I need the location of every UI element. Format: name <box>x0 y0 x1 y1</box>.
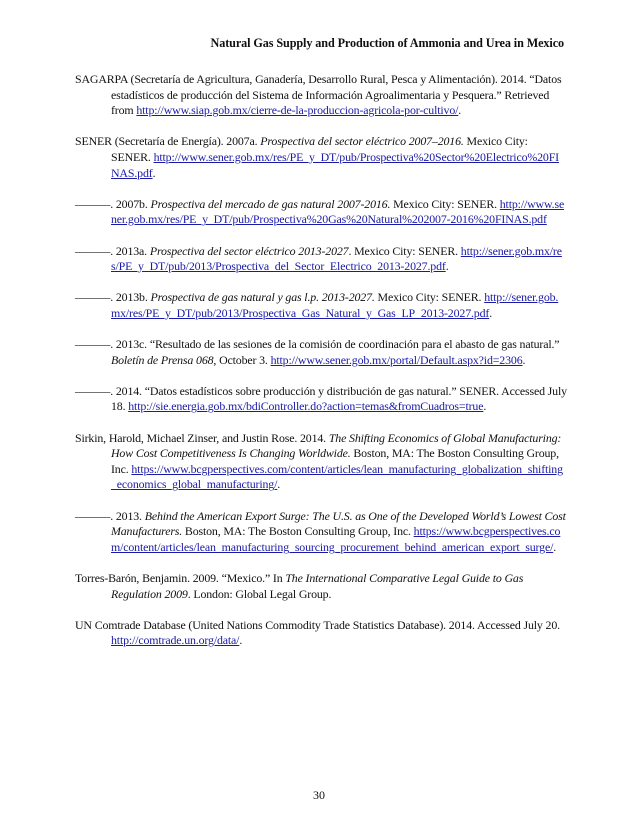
reference-text: . <box>445 259 449 274</box>
reference-link[interactable]: http://comtrade.un.org/data/ <box>111 633 240 648</box>
reference-link[interactable]: http://www.sener.gob.mx/res/PE_y_DT/pub/Prospectiva%20Gas%20Natural%202007-2016%20FINAS.pdf <box>111 196 565 227</box>
reference-text: SENER (Secretaría de Energía). 2007a. <box>75 134 261 149</box>
reference-entry <box>75 197 567 228</box>
reference-link[interactable]: https://www.bcgperspectives.com/content/articles/lean_manufacturing_sourcing_procurement_behind_american_export_surge/ <box>111 524 561 554</box>
reference-text: UN Comtrade Database (United Nations Commodity Trade Statistics Database). 2014. Accessed July 20. <box>75 617 560 632</box>
reference-text: ———. 2007b. <box>75 196 151 211</box>
reference-link[interactable]: http://sener.gob.mx/res/PE_y_DT/pub/2013/Prospectiva_Gas_Natural_y_Gas_LP_2013-2027.pdf <box>111 290 559 320</box>
reference-text: , October 3. <box>213 352 271 367</box>
reference-entry <box>75 134 567 181</box>
reference-text: Mexico City: SENER. <box>111 134 528 164</box>
reference-entry <box>75 337 567 368</box>
reference-link[interactable]: http://www.sener.gob.mx/res/PE_y_DT/pub/Prospectiva%20Sector%20Electrico%20FINAS.pdf <box>111 149 559 180</box>
running-header: Natural Gas Supply and Production of Ammonia and Urea in Mexico <box>210 36 564 50</box>
reference-italic-title: The International Comparative Legal Guide to Gas Regulation 2009 <box>111 571 524 601</box>
reference-entry <box>75 509 567 556</box>
reference-link[interactable]: http://www.siap.gob.mx/cierre-de-la-produccion-agricola-por-cultivo/ <box>136 103 459 118</box>
reference-text: SAGARPA (Secretaría de Agricultura, Ganadería, Desarrollo Rural, Pesca y Alimentación). 2014. “Datos estadísticos de producción del Sistema de Información Agroalimentaria y Pesquera.” Retrieved from <box>75 72 562 118</box>
reference-text: . <box>553 539 557 554</box>
reference-list <box>75 72 567 665</box>
reference-text: Torres-Barón, Benjamin. 2009. “Mexico.” In <box>75 571 286 585</box>
reference-text: . <box>277 477 281 492</box>
reference-link[interactable]: https://www.bcgperspectives.com/content/articles/lean_manufacturing_globalization_shifting_economics_global_manufacturing/ <box>111 461 563 492</box>
reference-text: Boston, MA: The Boston Consulting Group, Inc. <box>182 524 414 539</box>
reference-entry <box>75 571 567 602</box>
reference-italic-title: Boletín de Prensa 068 <box>111 352 214 367</box>
reference-text: Mexico City: SENER. <box>374 290 485 305</box>
reference-text: . Mexico City: SENER. <box>348 243 461 258</box>
reference-italic-title: Prospectiva del mercado de gas natural 2007-2016. <box>150 196 391 211</box>
reference-link[interactable]: http://sener.gob.mx/res/PE_y_DT/pub/2013/Prospectiva_del_Sector_Electrico_2013-2027.pdf <box>111 243 562 274</box>
reference-text: ———. 2013a. <box>75 243 150 258</box>
reference-text: . <box>458 103 462 118</box>
reference-text: . <box>489 305 493 320</box>
reference-text: . <box>483 399 487 414</box>
reference-text: . <box>152 165 156 180</box>
reference-text: . <box>522 352 526 367</box>
reference-italic-title: The Shifting Economics of Global Manufacturing: How Cost Competitiveness Is Changing Worldwide. <box>111 430 562 461</box>
reference-entry <box>75 290 567 321</box>
page-number: 30 <box>313 788 325 802</box>
reference-link[interactable]: http://sie.energia.gob.mx/bdiController.do?action=temas&fromCuadros=true <box>128 399 484 414</box>
reference-link[interactable]: http://www.sener.gob.mx/portal/Default.aspx?id=2306 <box>270 352 523 367</box>
reference-entry <box>75 384 567 415</box>
reference-text: ———. 2013c. “Resultado de las sesiones de la comisión de coordinación para el abasto de gas natural.” <box>75 337 560 352</box>
reference-entry <box>75 618 567 649</box>
reference-italic-title: Prospectiva del sector eléctrico 2013-2027 <box>149 243 349 258</box>
reference-italic-title: Behind the American Export Surge: The U.S. as One of the Developed World’s Lowest Cost Manufacturers. <box>111 508 566 539</box>
reference-entry <box>75 431 567 493</box>
reference-text: . London: Global Legal Group. <box>187 586 332 601</box>
reference-text: Sirkin, Harold, Michael Zinser, and Justin Rose. 2014. <box>75 430 329 445</box>
reference-italic-title: Prospectiva de gas natural y gas l.p. 2013-2027. <box>150 290 375 305</box>
reference-text: ———. 2013. <box>75 508 145 523</box>
reference-entry <box>75 72 567 119</box>
reference-text: ———. 2014. “Datos estadísticos sobre producción y distribución de gas natural.” SENER. Accessed July 18. <box>75 383 567 414</box>
reference-text: . <box>239 633 243 648</box>
reference-text: ———. 2013b. <box>75 290 151 305</box>
reference-italic-title: Prospectiva del sector eléctrico 2007–2016. <box>260 134 464 149</box>
reference-text: Mexico City: SENER. <box>390 196 500 211</box>
reference-text: Boston, MA: The Boston Consulting Group, Inc. <box>111 446 559 476</box>
reference-entry <box>75 244 567 275</box>
